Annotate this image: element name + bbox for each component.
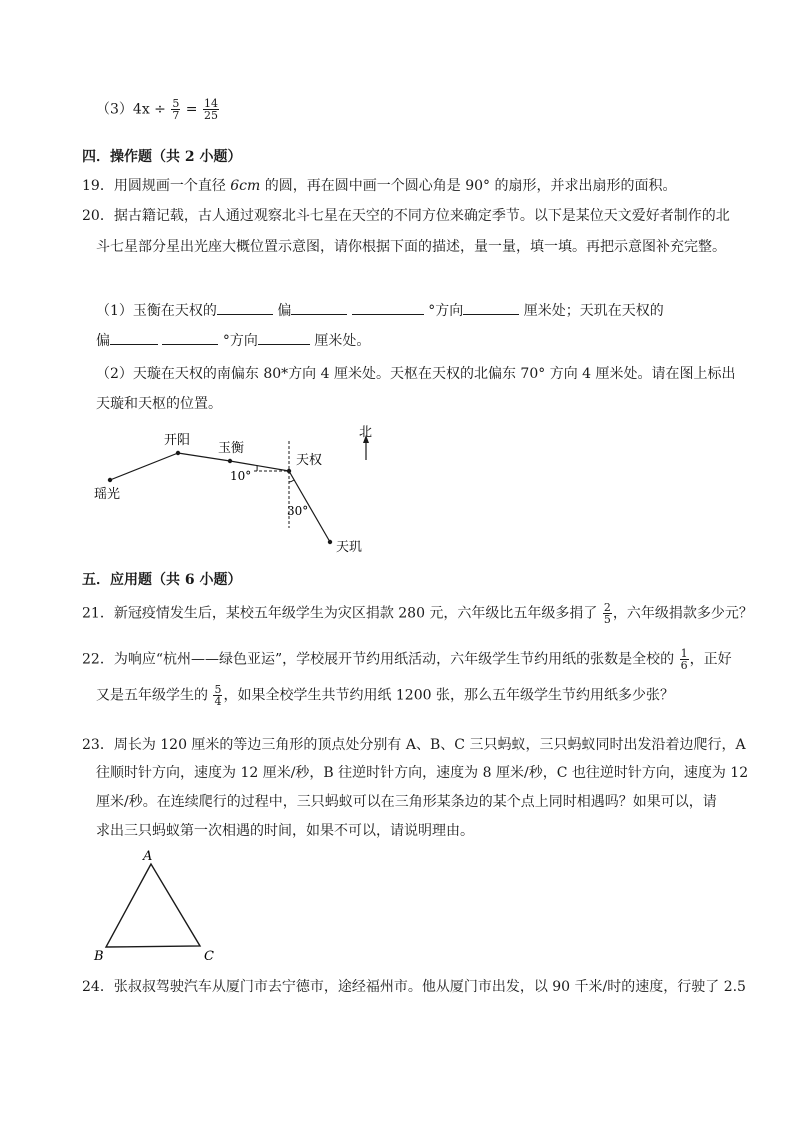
label-kaiyang: 开阳 [164,433,191,448]
fraction-14-25: $\frac{14}{25}$ [203,97,218,122]
answer-blank[interactable] [291,300,347,315]
question-20-1-line2: 偏 °方向 厘米处。 [96,330,370,350]
question-20-1-line1: （1）玉衡在天权的 偏 °方向 厘米处；天玑在天权的 [96,300,664,320]
star-tianji [328,540,332,544]
vertex-c-label: C [204,949,214,964]
label-tianji: 天玑 [336,540,363,555]
question-20-line1: 20．据古籍记载，古人通过观察北斗七星在天空的不同方位来确定季节。以下是某位天文爱好者制作的北 [82,208,730,224]
vertex-b-label: B [94,949,104,964]
question-19: 19．用圆规画一个直径 6cm 的圆，再在圆中画一个圆心角是 90° 的扇形，并求出扇形的面积。 [82,178,677,194]
answer-blank[interactable] [258,330,310,345]
star-yaoguang [108,478,112,482]
question-22-line2: 又是五年级学生的 $\frac{5}{4}$ ，如果全校学生共节约用纸 1200 张，那么五年级学生节约用纸多少张？ [96,683,674,708]
label-north: 北 [359,425,373,440]
label-angle-30: 30° [287,504,309,518]
equals-sign: = [185,101,198,118]
question-23-line4: 求出三只蚂蚁第一次相遇的时间，如果不可以，请说明理由。 [96,823,474,839]
triangle-diagram [86,846,226,966]
section-4-title: 四．操作题（共 2 小题） [82,149,242,165]
fraction-1-6: $\frac{1}{6}$ [680,647,688,672]
equation-prefix: （3）4x ÷ [96,101,166,118]
fraction-2-5: $\frac{2}{5}$ [603,601,611,626]
star-kaiyang [176,451,180,455]
label-yaoguang: 瑶光 [94,487,121,502]
question-20-line2: 斗七星部分星出光座大概位置示意图，请你根据下面的描述，量一量，填一填。再把示意图补充完整。 [96,239,726,255]
star-tianquan [287,469,291,473]
answer-blank[interactable] [162,330,218,345]
vertex-a-label: A [143,849,153,864]
big-dipper-diagram [80,418,400,558]
label-yuheng: 玉衡 [218,441,245,456]
question-23-line3: 厘米/秒。在连续爬行的过程中，三只蚂蚁可以在三角形某条边的某个点上同时相遇吗？如果可以，请 [96,794,717,810]
question-20-2-line1: （2）天璇在天权的南偏东 80*方向 4 厘米处。天枢在天权的北偏东 70° 方向 4 厘米处。请在图上标出 [96,366,736,382]
answer-blank[interactable] [463,300,519,315]
answer-blank[interactable] [217,300,273,315]
label-angle-10: 10° [230,469,252,483]
question-23-line2: 往顺时针方向，速度为 12 厘米/秒，B 往逆时针方向，速度为 8 厘米/秒，C 也往逆时针方向，速度为 12 [96,765,749,781]
fraction-5-4: $\frac{5}{4}$ [214,683,222,708]
equation-3 [96,98,220,121]
question-23-line1: 23．周长为 120 厘米的等边三角形的顶点处分别有 A、B、C 三只蚂蚁，三只蚂蚁同时出发沿着边爬行，A [82,737,746,753]
fraction-5-7: $\frac{5}{7}$ [172,97,180,122]
question-20-2-line2: 天璇和天枢的位置。 [96,396,222,412]
answer-blank[interactable] [352,300,424,315]
section-5-title: 五．应用题（共 6 小题） [82,572,242,588]
label-tianquan: 天权 [296,453,323,468]
star-yuheng [228,459,232,463]
answer-blank[interactable] [110,330,158,345]
question-21: 21．新冠疫情发生后，某校五年级学生为灾区捐款 280 元，六年级比五年级多捐了 $\frac{2}{5}$ ，六年级捐款多少元？ [82,601,753,626]
question-22-line1: 22．为响应“杭州——绿色亚运”，学校展开节约用纸活动，六年级学生节约用纸的张数是全校的 $\frac{1}{6}$ ，正好 [82,647,732,672]
question-24: 24．张叔叔驾驶汽车从厦门市去宁德市，途经福州市。他从厦门市出发，以 90 千米/时的速度，行驶了 2.5 [82,979,746,995]
